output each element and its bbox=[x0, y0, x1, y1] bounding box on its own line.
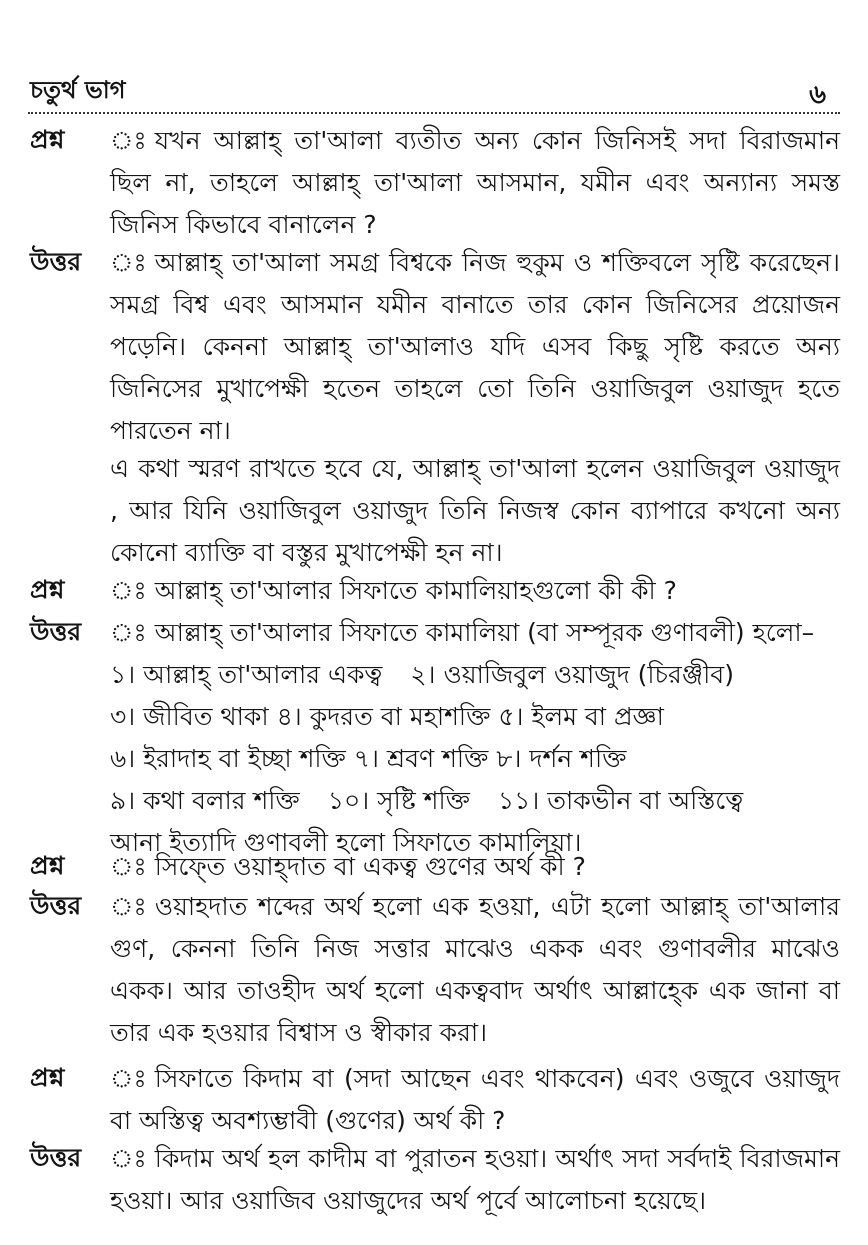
list-line: ৯। কথা বলার শক্তি ১০। সৃষ্টি শক্তি ১১। তাকভীন বা অস্তিত্বে bbox=[110, 786, 744, 815]
list-line: ৬। ইরাদাহ বা ইচ্ছা শক্তি ৭। শ্রবণ শক্তি ৮। দর্শন শক্তি bbox=[110, 744, 627, 773]
answer-label: উত্তর bbox=[30, 247, 82, 276]
answer-text: ঃ কিদাম অর্থ হল কাদীম বা পুরাতন হওয়া। অর্থাৎ সদা সর্বদাই বিরাজমান হওয়া। আর ওয়াজিব ওয়াজুদের অর্থ পূর্বে আলোচনা হয়েছে। bbox=[110, 1144, 840, 1215]
answer-label: উত্তর bbox=[30, 1143, 82, 1172]
question-label: প্রশ্ন bbox=[30, 575, 65, 604]
question-3 bbox=[30, 846, 840, 889]
answer-3 bbox=[30, 886, 840, 1054]
attributes-list bbox=[110, 654, 840, 864]
answer-text: ঃ আল্লাহ্ তা'আলা সমগ্র বিশ্বকে নিজ হুকুম ও শক্তিবলে সৃষ্টি করেছেন। সমগ্র বিশ্ব এবং আসমান যমীন বানাতে তার কোন জিনিসের প্রয়োজন পড়েনি। কেননা আল্লাহ্ তা'আলাও যদি এসব কিছু সৃষ্টি করতে অন্য জিনিসের মুখাপেক্ষী হতেন তাহলে তো তিনি ওয়াজিবুল ওয়াজুদ হতে পারতেন না। bbox=[110, 248, 840, 445]
question-text: ঃ আল্লাহ্ তা'আলার সিফাতে কামালিয়াহগুলো কী কী ? bbox=[110, 576, 677, 605]
answer-1-note: এ কথা স্মরণ রাখতে হবে যে, আল্লাহ্ তা'আলা হলেন ওয়াজিবুল ওয়াজুদ , আর যিনি ওয়াজিবুল ওয়াজুদ তিনি নিজস্ব কোন ব্যাপারে কখনো অন্য কোনো ব্যাক্তি বা বস্তুর মুখাপেক্ষী হন না। bbox=[110, 454, 840, 567]
list-line: ১। আল্লাহ্ তা'আলার একত্ব ২। ওয়াজিবুল ওয়াজুদ (চিরঞ্জীব) bbox=[110, 660, 734, 689]
question-1 bbox=[30, 120, 840, 246]
question-text: ঃ যখন আল্লাহ্ তা'আলা ব্যতীত অন্য কোন জিনিসই সদা বিরাজমান ছিল না, তাহলে আল্লাহ্ তা'আলা আসমান, যমীন এবং অন্যান্য সমস্ত জিনিস কিভাবে বানালেন ? bbox=[110, 126, 840, 239]
list-line: আনা ইত্যাদি গুণাবলী হলো সিফাতে কামালিয়া। bbox=[110, 828, 582, 857]
section-title: চতুর্থ ভাগ bbox=[30, 76, 126, 104]
question-2 bbox=[30, 570, 840, 613]
question-label: প্রশ্ন bbox=[30, 125, 65, 154]
answer-text: ঃ আল্লাহ্ তা'আলার সিফাতে কামালিয়া (বা সম্পূরক গুণাবলী) হলো– bbox=[110, 618, 815, 647]
question-text: ঃ সিফাতে কিদাম বা (সদা আছেন এবং থাকবেন) এবং ওজুবে ওয়াজুদ বা অস্তিত্ব অবশ্যম্ভাবী (গুণের) অর্থ কী ? bbox=[110, 1064, 840, 1135]
question-4 bbox=[30, 1058, 840, 1142]
question-label: প্রশ্ন bbox=[30, 1063, 65, 1092]
question-label: প্রশ্ন bbox=[30, 851, 65, 880]
answer-4 bbox=[30, 1138, 840, 1222]
header-divider bbox=[28, 112, 840, 114]
page-number: ৬ bbox=[809, 80, 826, 110]
list-line: ৩। জীবিত থাকা ৪। কুদরত বা মহাশক্তি ৫। ইলম বা প্রজ্ঞা bbox=[110, 702, 664, 731]
answer-label: উত্তর bbox=[30, 891, 82, 920]
question-text: ঃ সিফ্তে ওয়াহ্দাত বা একত্ব গুণের অর্থ কী ? bbox=[110, 852, 586, 881]
answer-2 bbox=[30, 612, 840, 655]
answer-1 bbox=[30, 242, 840, 452]
answer-text: ঃ ওয়াহদাত শব্দের অর্থ হলো এক হওয়া, এটা হলো আল্লাহ্ তা'আলার গুণ, কেননা তিনি নিজ সত্তার মাঝেও একক এবং গুণাবলীর মাঝেও একক। আর তাওহীদ অর্থ হলো একত্ববাদ অর্থাৎ আল্লাহ্কে এক জানা বা তার এক হওয়ার বিশ্বাস ও স্বীকার করা। bbox=[110, 892, 840, 1047]
answer-label: উত্তর bbox=[30, 617, 82, 646]
page-header bbox=[30, 70, 838, 110]
